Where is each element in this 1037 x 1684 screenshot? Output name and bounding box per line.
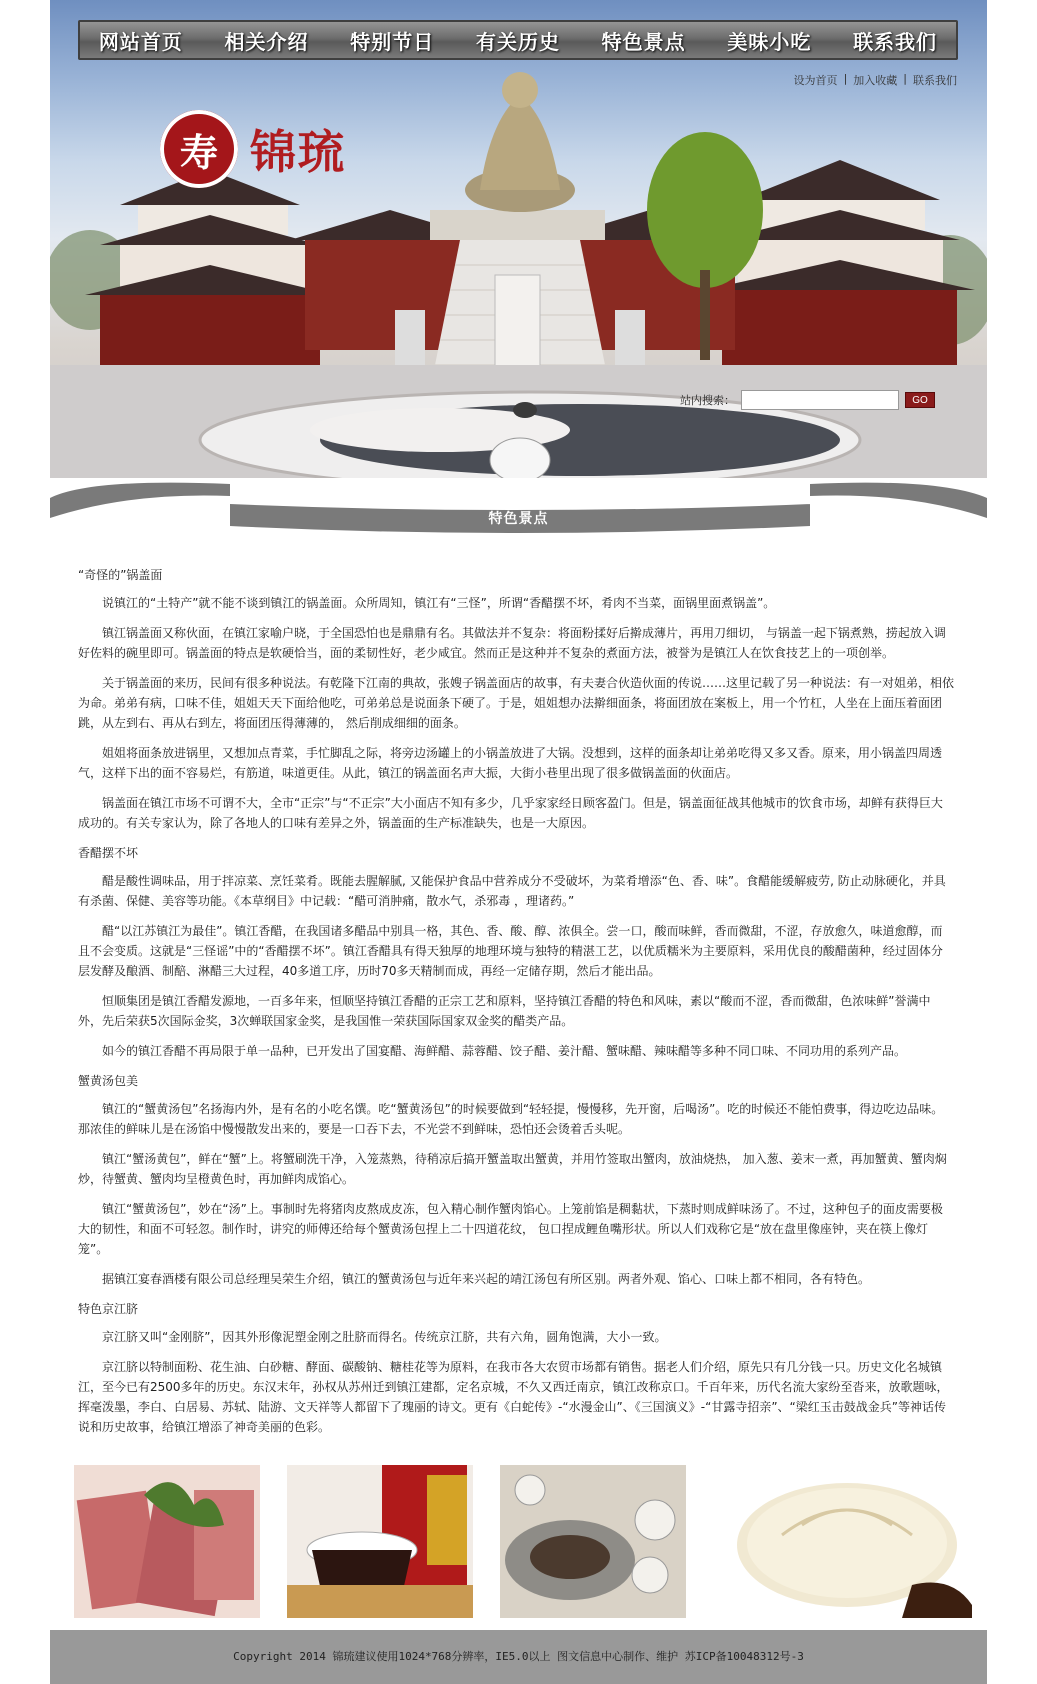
paragraph: 恒顺集团是镇江香醋发源地，一百多年来，恒顺坚持镇江香醋的正宗工艺和原料，坚持镇江香醋的特色和风味，素以“酸而不涩，香而微甜，色浓味鲜”誉满中外，先后荣获5次国际金奖，3次蝉联国家金奖，是我国惟一荣获国际国家双金奖的醋类产品。 <box>78 994 931 1028</box>
soup-dumpling-image <box>722 1465 974 1618</box>
paragraph: 说镇江的“土特产”就不能不谈到镇江的锅盖面。众所周知，镇江有“三怪”，所谓“香醋摆不坏，肴肉不当菜，面锅里面煮锅盖”。 <box>102 596 776 610</box>
search-input[interactable] <box>741 390 899 410</box>
meat-dish-image <box>74 1465 260 1618</box>
nav-festivals[interactable]: 特别节日 <box>350 29 435 54</box>
set-homepage-link[interactable]: 设为首页 <box>793 74 838 87</box>
photo-soup-dumpling[interactable] <box>722 1465 974 1618</box>
top-links <box>794 72 957 88</box>
photo-pot-noodle[interactable] <box>500 1465 686 1618</box>
site-name: 锦琉 <box>250 125 346 179</box>
section-tab-bar <box>50 470 987 542</box>
vinegar-image <box>287 1465 473 1618</box>
header-banner <box>50 0 987 478</box>
nav-history[interactable]: 有关历史 <box>475 29 560 54</box>
search-label: 站内搜索： <box>680 394 735 407</box>
nav-contact[interactable]: 联系我们 <box>853 29 938 54</box>
site-search <box>680 390 935 410</box>
nav-home[interactable]: 网站首页 <box>98 29 183 54</box>
tab-bar-shape <box>50 470 987 542</box>
paragraph: 京江脐以特制面粉、花生油、白砂糖、酵面、碳酸钠、糖桂花等为原料，在我市各大农贸市场都有销售。据老人们介绍，原先只有几分钱一只。历史文化名城镇江，至今已有2500多年的历史。东汉末年，孙权从苏州迁到镇江建都，定名京城，不久又西迁南京，镇江改称京口。千百年来，历代名流大家纷至沓来，放歌题咏，挥毫泼墨，李白、白居易、苏轼、陆游、文天祥等人都留下了瑰丽的诗文。更有《白蛇传》-“水漫金山”、《三国演义》-“甘露寺招亲”、“梁红玉击鼓战金兵”等神话传说和历史故事，给镇江增添了神奇美丽的色彩。 <box>78 1360 949 1434</box>
footer: Copyright 2014 锦琉建议使用1024*768分辨率，IE5.0以上 图文信息中心制作、维护 苏ICP备10048312号-3 <box>50 1630 987 1684</box>
add-favorite-link[interactable]: 加入收藏 <box>853 74 898 87</box>
article-title: “奇怪的”锅盖面 <box>78 568 163 582</box>
article-title: 蟹黄汤包美 <box>78 1074 139 1088</box>
photo-yao-meat[interactable] <box>74 1465 260 1618</box>
site-logo[interactable] <box>160 110 346 188</box>
nav-snacks[interactable]: 美味小吃 <box>727 29 812 54</box>
paragraph: 关于锅盖面的来历，民间有很多种说法。有乾隆下江南的典故，张嫂子锅盖面店的故事，有夫妻合伙造伙面的传说……这里记载了另一种说法：有一对姐弟，相依为命。弟弟有病，口味不佳，姐姐天天下面给他吃，可弟弟总是说面条下硬了。于是，姐姐想办法擀细面条，将面团放在案板上，用一个竹杠，人坐在上面压着面团跳，从左到右、再从右到左，将面团压得薄薄的， 然后削成细细的面条。 <box>78 676 955 730</box>
paragraph: 镇江“蟹汤黄包”，鲜在“蟹”上。将蟹刷洗干净，入笼蒸熟，待稍凉后搞开蟹盖取出蟹黄，并用竹签取出蟹肉，放油烧热， 加入葱、姜末一煮，再加蟹黄、蟹肉焖炒，待蟹黄、蟹肉均呈橙黄色时，再加鲜肉成馅心。 <box>78 1152 947 1186</box>
photo-gallery <box>74 1465 974 1620</box>
nav-intro[interactable]: 相关介绍 <box>224 29 309 54</box>
paragraph: 醋“以江苏镇江为最佳”。镇江香醋，在我国诸多醋品中别具一格，其色、香、酸、醇、浓俱全。尝一口，酸而味鲜，香而微甜，不涩，存放愈久，味道愈醇，而且不会变质。这就是“三怪谣”中的“香醋摆不坏”。镇江香醋具有得天独厚的地理环境与独特的精湛工艺，以优质糯米为主要原料，采用优良的酸醋菌种，经过固体分层发酵及酿酒、制醅、淋醋三大过程，40多道工序，历时70多天精制而成，再经一定储存期，然后才能出品。 <box>78 924 943 978</box>
main-nav <box>78 20 958 60</box>
seal-icon: 寿 <box>160 110 238 188</box>
paragraph: 据镇江宴春酒楼有限公司总经理吴荣生介绍，镇江的蟹黄汤包与近年来兴起的靖江汤包有所区别。两者外观、馅心、口味上都不相同，各有特色。 <box>102 1272 871 1286</box>
paragraph: 镇江的“蟹黄汤包”名扬海内外，是有名的小吃名馔。吃“蟹黄汤包”的时候要做到“轻轻提，慢慢移，先开窗，后喝汤”。吃的时候还不能怕费事，得边吃边品味。那浓佳的鲜味儿是在汤馅中慢慢散发出来的，要是一口吞下去，不光尝不到鲜味，恐怕还会烫着舌头呢。 <box>78 1102 944 1136</box>
noodle-image <box>500 1465 686 1618</box>
paragraph: 如今的镇江香醋不再局限于单一品种，已开发出了国宴醋、海鲜醋、蒜蓉醋、饺子醋、姜汁醋、蟹味醋、辣味醋等多种不同口味、不同功用的系列产品。 <box>102 1044 907 1058</box>
article-title: 特色京江脐 <box>78 1302 139 1316</box>
paragraph: 锅盖面在镇江市场不可谓不大，全市“正宗”与“不正宗”大小面店不知有多少，几乎家家经日顾客盈门。但是，锅盖面征战其他城市的饮食市场，却鲜有获得巨大成功的。有关专家认为，除了各地人的口味有差异之外，锅盖面的生产标准缺失，也是一大原因。 <box>78 796 943 830</box>
section-title: 特色景点 <box>488 511 549 527</box>
paragraph: 镇江锅盖面又称伙面，在镇江家喻户晓，于全国恐怕也是鼎鼎有名。其做法并不复杂：将面粉揉好后擀成薄片，再用刀细切， 与锅盖一起下锅煮熟，捞起放入调好佐料的碗里即可。锅盖面的特点是软硬恰当，面的柔韧性好，老少咸宜。然而正是这种并不复杂的煮面方法，被誉为是镇江人在饮食技艺上的一项创举。 <box>78 626 946 660</box>
paragraph: 醋是酸性调味品，用于拌凉菜、烹饪菜肴。既能去腥解腻, 又能保护食品中营养成分不受破坏，为菜肴增添“色、香、味”。食醋能缓解疲劳, 防止动脉硬化，并具有杀菌、保健、美容等功能。《本草纲目》中记载：“醋可消肿痛，散水气，杀邪毒 ，理诸药。” <box>78 874 946 908</box>
contact-link[interactable]: 联系我们 <box>913 74 957 87</box>
divider: | <box>843 72 848 85</box>
paragraph: 姐姐将面条放进锅里，又想加点青菜，手忙脚乱之际，将旁边汤罐上的小锅盖放进了大锅。没想到，这样的面条却让弟弟吃得又多又香。原来，用小锅盖四周透气，这样下出的面不容易烂，有筋道，味道更佳。从此，镇江的锅盖面名声大振，大街小巷里出现了很多做锅盖面的伙面店。 <box>78 746 943 780</box>
nav-attractions[interactable]: 特色景点 <box>601 29 686 54</box>
divider: | <box>903 72 907 85</box>
article-content <box>78 565 954 1447</box>
search-go-button[interactable]: GO <box>905 392 935 408</box>
paragraph: 镇江“蟹黄汤包”，妙在“汤”上。事制时先将猪肉皮熬成皮冻，包入精心制作蟹肉馅心。上笼前馅是稠黏状，下蒸时则成鲜味汤了。不过，这种包子的面皮需要极大的韧性，和面不可轻忽。制作时，讲究的师傅还给每个蟹黄汤包捏上二十四道花纹， 包口捏成鲤鱼嘴形状。所以人们戏称它是“放在盘里像座钟，夹在筷上像灯笼”。 <box>78 1202 943 1256</box>
photo-vinegar[interactable] <box>287 1465 473 1618</box>
article-title: 香醋摆不坏 <box>78 846 139 860</box>
paragraph: 京江脐又叫“金刚脐”，因其外形像泥塑金刚之肚脐而得名。传统京江脐，共有六角，圆角饱满，大小一致。 <box>102 1330 667 1344</box>
